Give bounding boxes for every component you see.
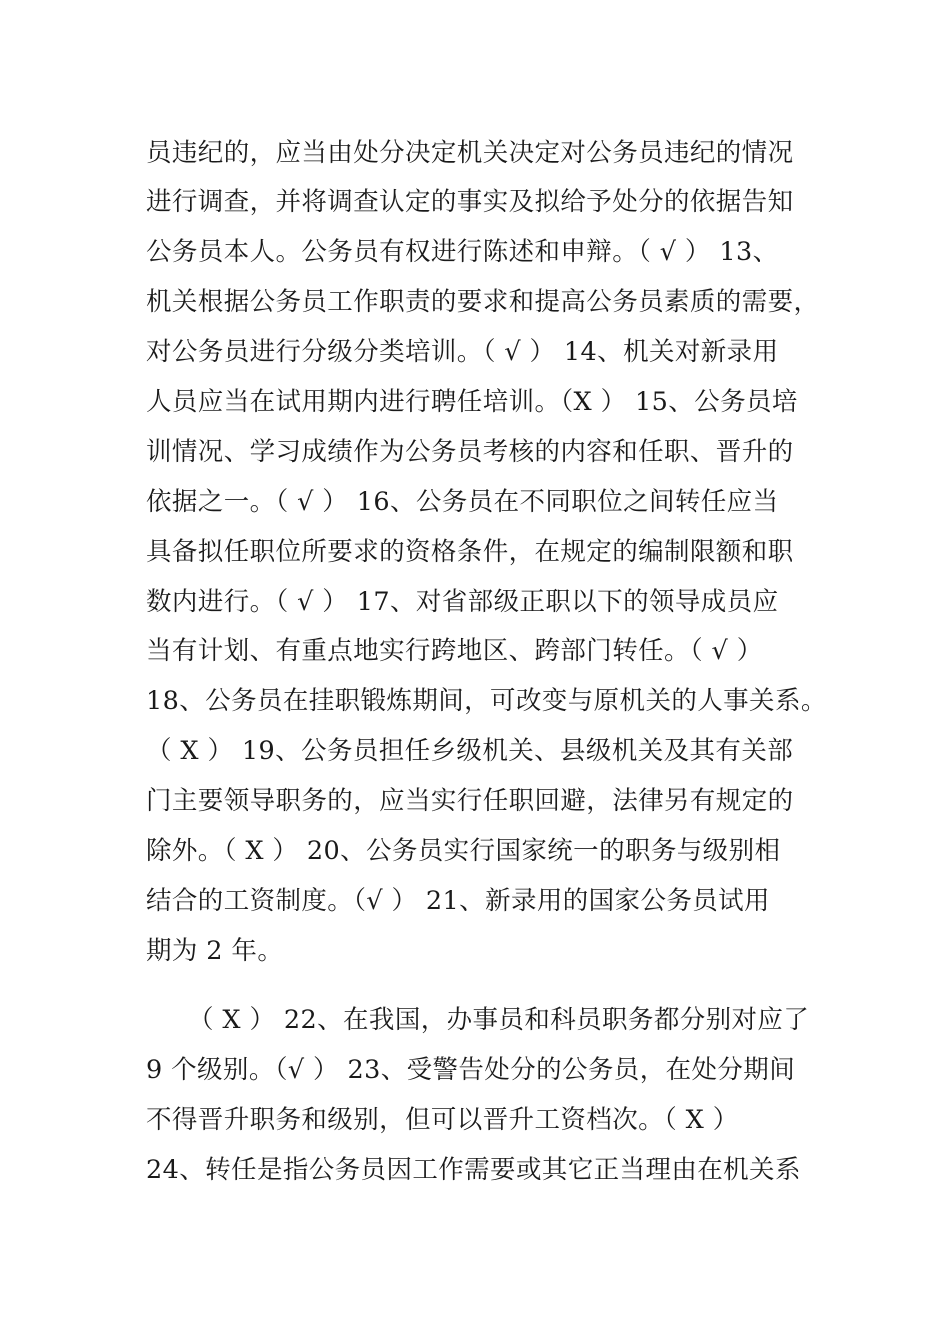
text-line: 除外。（ X ） 20、公务员实行国家统一的职务与级别相 xyxy=(146,836,781,866)
text-line: 机关根据公务员工作职责的要求和提高公务员素质的需要， xyxy=(146,287,820,317)
text-line: 门主要领导职务的，应当实行任职回避，法律另有规定的 xyxy=(146,786,794,816)
text-line: 人员应当在试用期内进行聘任培训。（X ） 15、公务员培 xyxy=(146,387,798,417)
text-line: 员违纪的，应当由处分决定机关决定对公务员违纪的情况 xyxy=(146,138,794,168)
text-line: 训情况、学习成绩作为公务员考核的内容和任职、晋升的 xyxy=(146,437,794,467)
text-line: 公务员本人。公务员有权进行陈述和申辩。（ √ ） 13、 xyxy=(146,237,779,267)
text-line: 结合的工资制度。（√ ） 21、新录用的国家公务员试用 xyxy=(146,886,770,916)
text-line: 不得晋升职务和级别，但可以晋升工资档次。（ X ） xyxy=(146,1105,739,1135)
text-line: 期为 2 年。 xyxy=(146,936,284,966)
text-line: 当有计划、有重点地实行跨地区、跨部门转任。（ √ ） xyxy=(146,636,763,666)
text-line: 依据之一。（ √ ） 16、公务员在不同职位之间转任应当 xyxy=(146,487,779,517)
text-line: 18、公务员在挂职锻炼期间，可改变与原机关的人事关系。 xyxy=(146,686,827,716)
text-line: 对公务员进行分级分类培训。（ √ ） 14、机关对新录用 xyxy=(146,337,779,367)
text-line: 9 个级别。（√ ） 23、受警告处分的公务员，在处分期间 xyxy=(146,1055,796,1085)
text-line: 24、转任是指公务员因工作需要或其它正当理由在机关系 xyxy=(146,1155,801,1185)
text-line: （ X ） 22、在我国，办事员和科员职务都分别对应了 xyxy=(188,1005,810,1035)
text-line: 具备拟任职位所要求的资格条件，在规定的编制限额和职 xyxy=(146,537,794,567)
text-line: （ X ） 19、公务员担任乡级机关、县级机关及其有关部 xyxy=(146,736,794,766)
text-line: 进行调查，并将调查认定的事实及拟给予处分的依据告知 xyxy=(146,187,794,217)
text-line: 数内进行。（ √ ） 17、对省部级正职以下的领导成员应 xyxy=(146,587,779,617)
